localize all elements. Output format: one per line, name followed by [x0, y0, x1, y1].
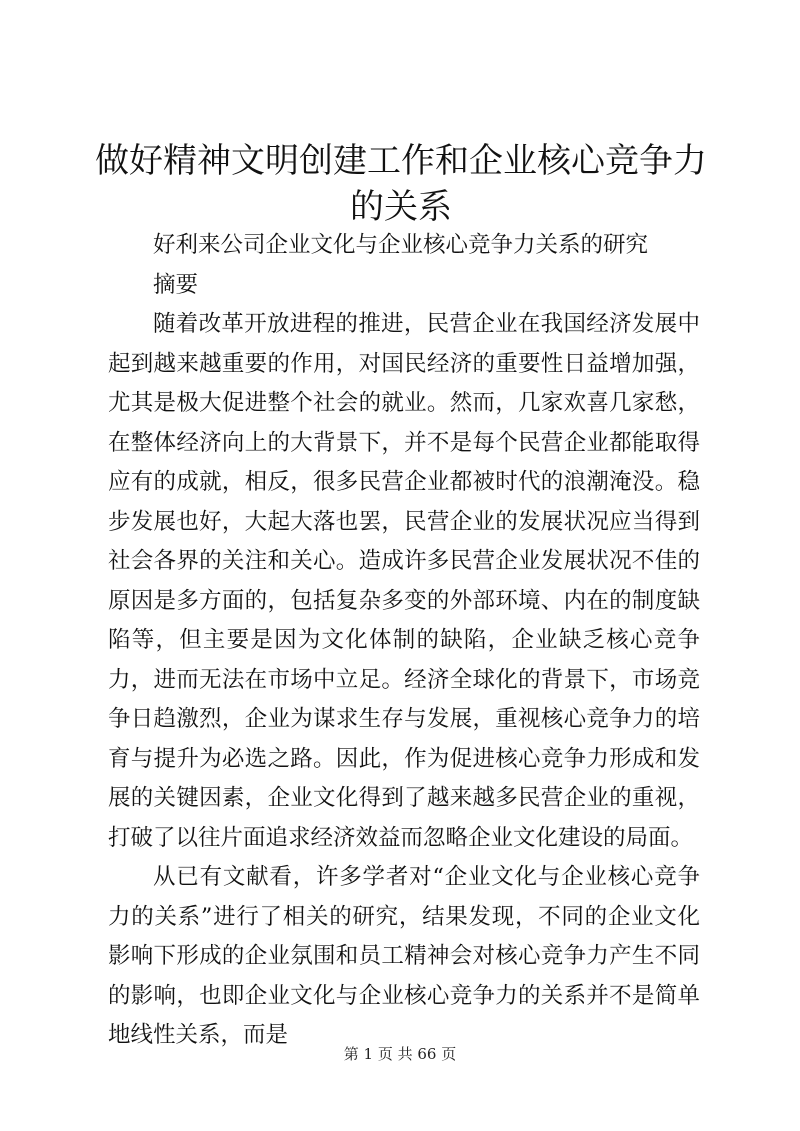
document-title: 做好精神文明创建工作和企业核心竞争力的关系: [95, 141, 707, 227]
subtitle: 好利来公司企业文化与企业核心竞争力关系的研究: [153, 232, 649, 258]
document-body: [108, 226, 700, 1056]
abstract-heading: 摘要: [153, 271, 199, 298]
paragraph-1: 随着改革开放进程的推进，民营企业在我国经济发展中起到越来越重要的作用，对国民经济的重要性日益增加强，尤其是极大促进整个社会的就业。然而，几家欢喜几家愁，在整体经济向上的大背景下，并不是每个民营企业都能取得应有的成就，相反，很多民营企业都被时代的浪潮淹没。稳步发展也好，大起大落也罢，民营企业的发展状况应当得到社会各界的关注和关心。造成许多民营企业发展状况不佳的原因是多方面的，包括复杂多变的外部环境、内在的制度缺陷等，但主要是因为文化体制的缺陷，企业缺乏核心竞争力，进而无法在市场中立足。经济全球化的背景下，市场竞争日趋激烈，企业为谋求生存与发展，重视核心竞争力的培育与提升为必选之路。因此，作为促进核心竞争力形成和发展的关键因素，企业文化得到了越来越多民营企业的重视，打破了以往片面追求经济效益而忽略企业文化建设的局面。: [108, 311, 700, 851]
page-number-footer: 第 1 页 共 66 页: [343, 1045, 457, 1063]
paragraph-2: 从已有文献看，许多学者对“企业文化与企业核心竞争力的关系”进行了相关的研究，结果发现，不同的企业文化影响下形成的企业氛围和员工精神会对核心竞争力产生不同的影响，也即企业文化与企业核心竞争力的关系并不是简单地线性关系，而是: [108, 864, 700, 1048]
